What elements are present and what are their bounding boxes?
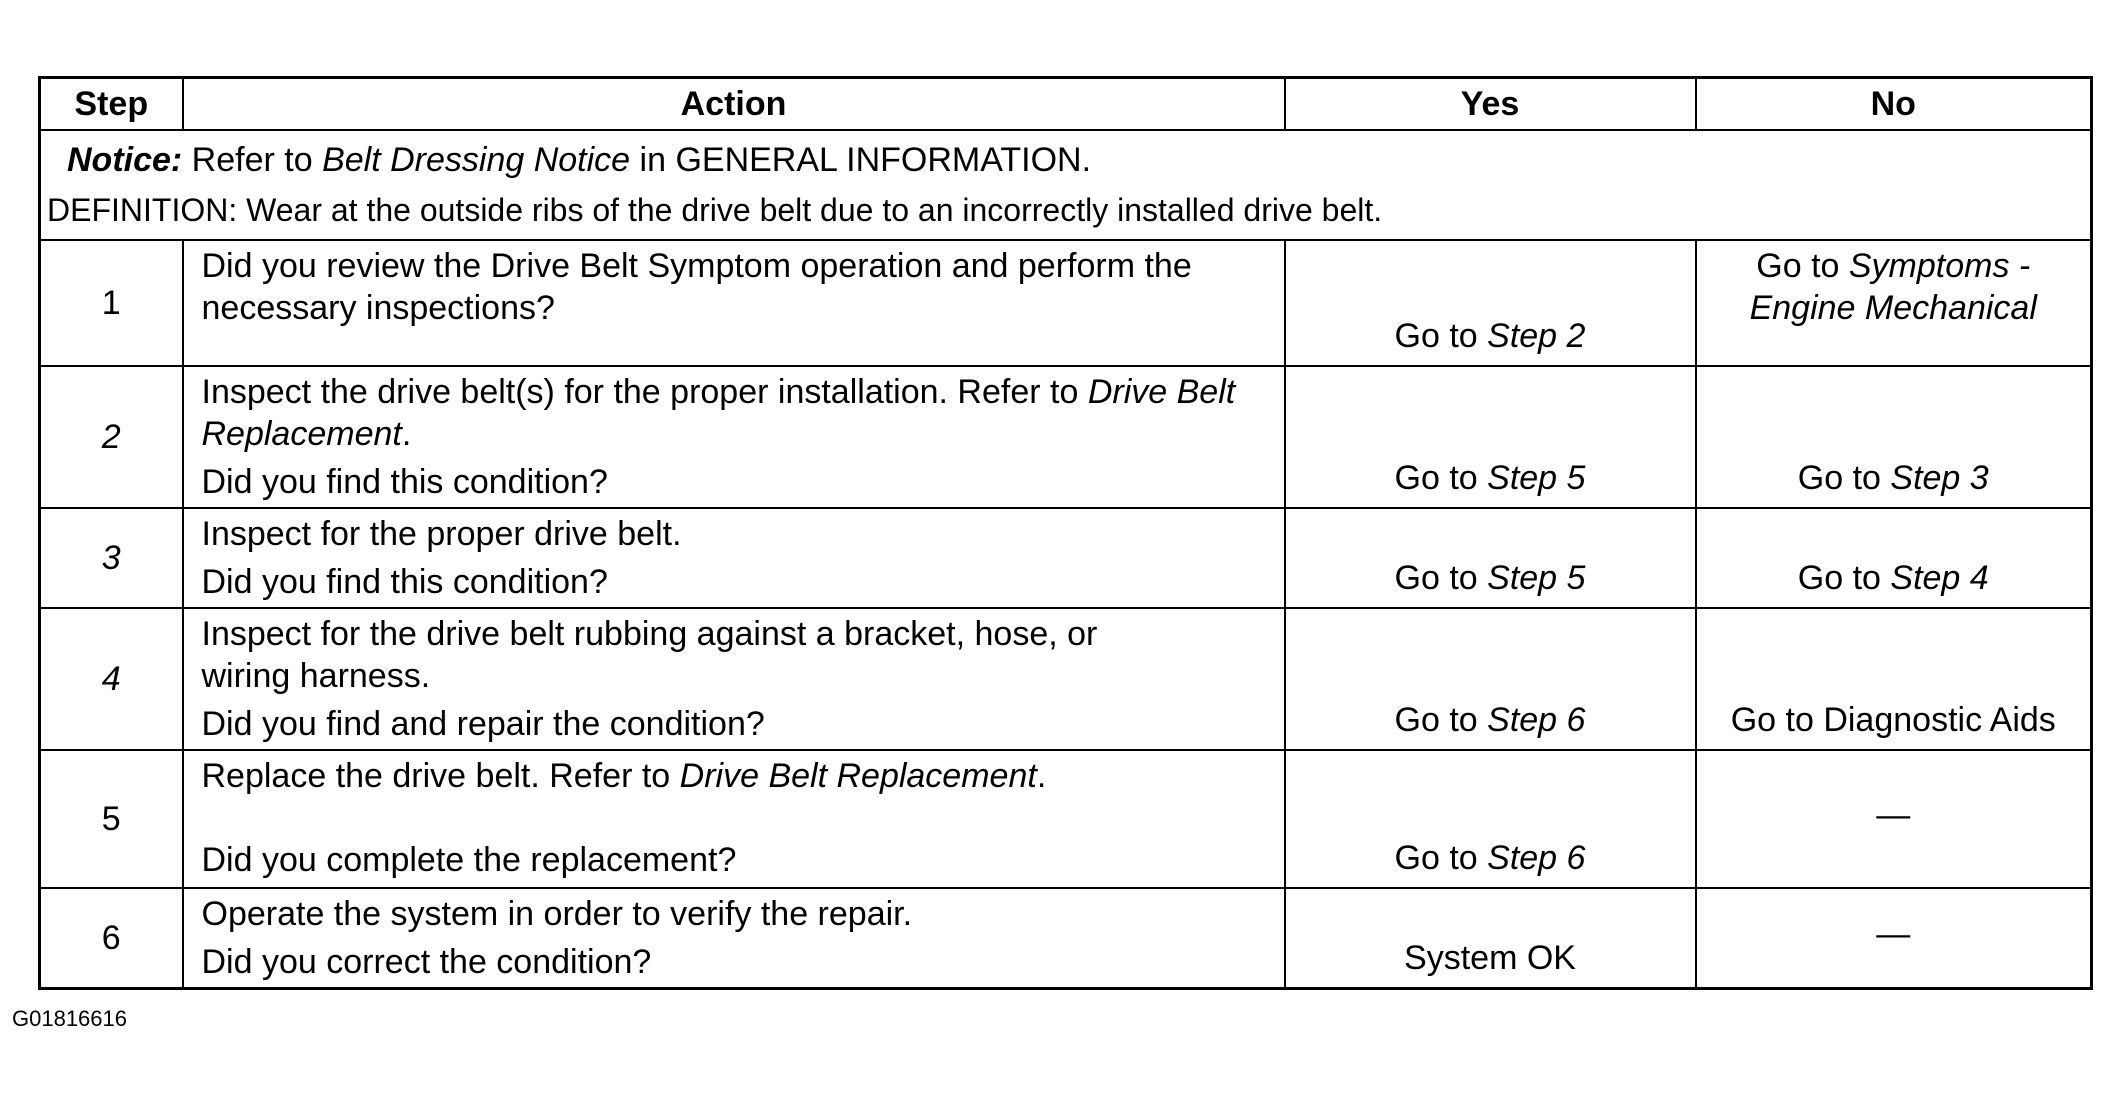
header-step: Step <box>40 78 183 131</box>
step-number: 3 <box>40 508 183 608</box>
no-cell: — <box>1696 888 2092 989</box>
action-cell <box>183 366 1285 508</box>
header-no: No <box>1696 78 2092 131</box>
action-instruction: Inspect for the proper drive belt. <box>201 515 682 553</box>
action-question: Did you find this condition? <box>201 463 608 501</box>
table-row <box>40 888 2092 989</box>
diagnostic-table-container <box>38 76 2090 990</box>
action-instruction-ref: Drive Belt Replacement <box>679 757 1037 795</box>
yes-step-ref: Step 2 <box>1487 317 1586 355</box>
yes-cell <box>1285 240 1696 366</box>
table-row <box>40 750 2092 888</box>
no-cell <box>1696 240 2092 366</box>
yes-prefix: Go to <box>1394 701 1488 739</box>
yes-cell <box>1285 608 1696 750</box>
yes-prefix: Go to <box>1394 317 1488 355</box>
no-cell <box>1696 366 2092 508</box>
yes-prefix: Go to <box>1394 559 1488 597</box>
yes-step-ref: Step 6 <box>1487 701 1586 739</box>
table-row <box>40 608 2092 750</box>
action-instruction <box>202 755 1268 797</box>
notice-label: Notice: <box>67 141 183 179</box>
no-cell: Go to Diagnostic Aids <box>1696 608 2092 750</box>
action-question: Did you complete the replacement? <box>201 841 737 879</box>
definition-line: DEFINITION: Wear at the outside ribs of the drive belt due to an incorrectly installed drive belt. <box>47 192 1383 228</box>
no-prefix: Go to <box>1797 459 1891 497</box>
no-cell: — <box>1696 750 2092 888</box>
step-number: 4 <box>40 608 183 750</box>
table-row <box>40 366 2092 508</box>
no-ref: Symptoms - Engine Mechanical <box>1749 247 2037 327</box>
action-question: Did you find and repair the condition? <box>201 705 765 743</box>
no-cell <box>1696 508 2092 608</box>
yes-cell <box>1285 508 1696 608</box>
figure-id: G01816616 <box>12 1006 127 1031</box>
notice-text-before: Refer to <box>182 141 323 179</box>
yes-cell <box>1285 366 1696 508</box>
no-prefix: Go to <box>1797 559 1891 597</box>
action-instruction-prefix: Inspect the drive belt(s) for the proper installation. Refer to <box>201 373 1088 411</box>
notice-cell <box>40 130 2092 240</box>
yes-step-ref: Step 5 <box>1487 459 1586 497</box>
action-instruction-suffix: . <box>1036 757 1047 795</box>
step-number: 6 <box>40 888 183 989</box>
action-question: Did you find this condition? <box>201 563 608 601</box>
action-question: Did you correct the condition? <box>201 943 652 981</box>
table-row <box>40 240 2092 366</box>
action-instruction: Inspect for the drive belt rubbing against a bracket, hose, or wiring harness. <box>201 615 1098 695</box>
no-prefix: Go to <box>1756 247 1849 285</box>
action-instruction-suffix: . <box>401 415 412 453</box>
yes-cell: System OK <box>1285 888 1696 989</box>
header-action: Action <box>183 78 1285 131</box>
yes-prefix: Go to <box>1394 839 1488 877</box>
notice-line <box>67 135 2064 185</box>
action-text: Did you review the Drive Belt Symptom operation and perform the necessary inspections? <box>201 247 1192 327</box>
action-instruction-prefix: Replace the drive belt. Refer to <box>201 757 680 795</box>
action-cell <box>183 608 1285 750</box>
action-instruction <box>202 371 1268 455</box>
header-row <box>40 78 2092 131</box>
action-cell <box>183 508 1285 608</box>
action-instruction: Operate the system in order to verify the repair. <box>201 895 913 933</box>
header-yes: Yes <box>1285 78 1696 131</box>
no-step-ref: Step 3 <box>1890 459 1989 497</box>
notice-row <box>40 130 2092 240</box>
no-step-ref: Step 4 <box>1890 559 1989 597</box>
diagnostic-table <box>38 76 2093 990</box>
action-cell <box>183 240 1285 366</box>
step-number: 1 <box>40 240 183 366</box>
yes-step-ref: Step 6 <box>1487 839 1586 877</box>
yes-prefix: Go to <box>1394 459 1488 497</box>
action-instruction-ref: Drive Belt Replacement <box>201 373 1236 453</box>
action-cell <box>183 888 1285 989</box>
yes-step-ref: Step 5 <box>1487 559 1586 597</box>
step-number: 5 <box>40 750 183 888</box>
yes-cell <box>1285 750 1696 888</box>
action-cell <box>183 750 1285 888</box>
table-row <box>40 508 2092 608</box>
step-number: 2 <box>40 366 183 508</box>
notice-ref: Belt Dressing Notice <box>322 141 631 179</box>
notice-text-after: in GENERAL INFORMATION. <box>630 141 1092 179</box>
